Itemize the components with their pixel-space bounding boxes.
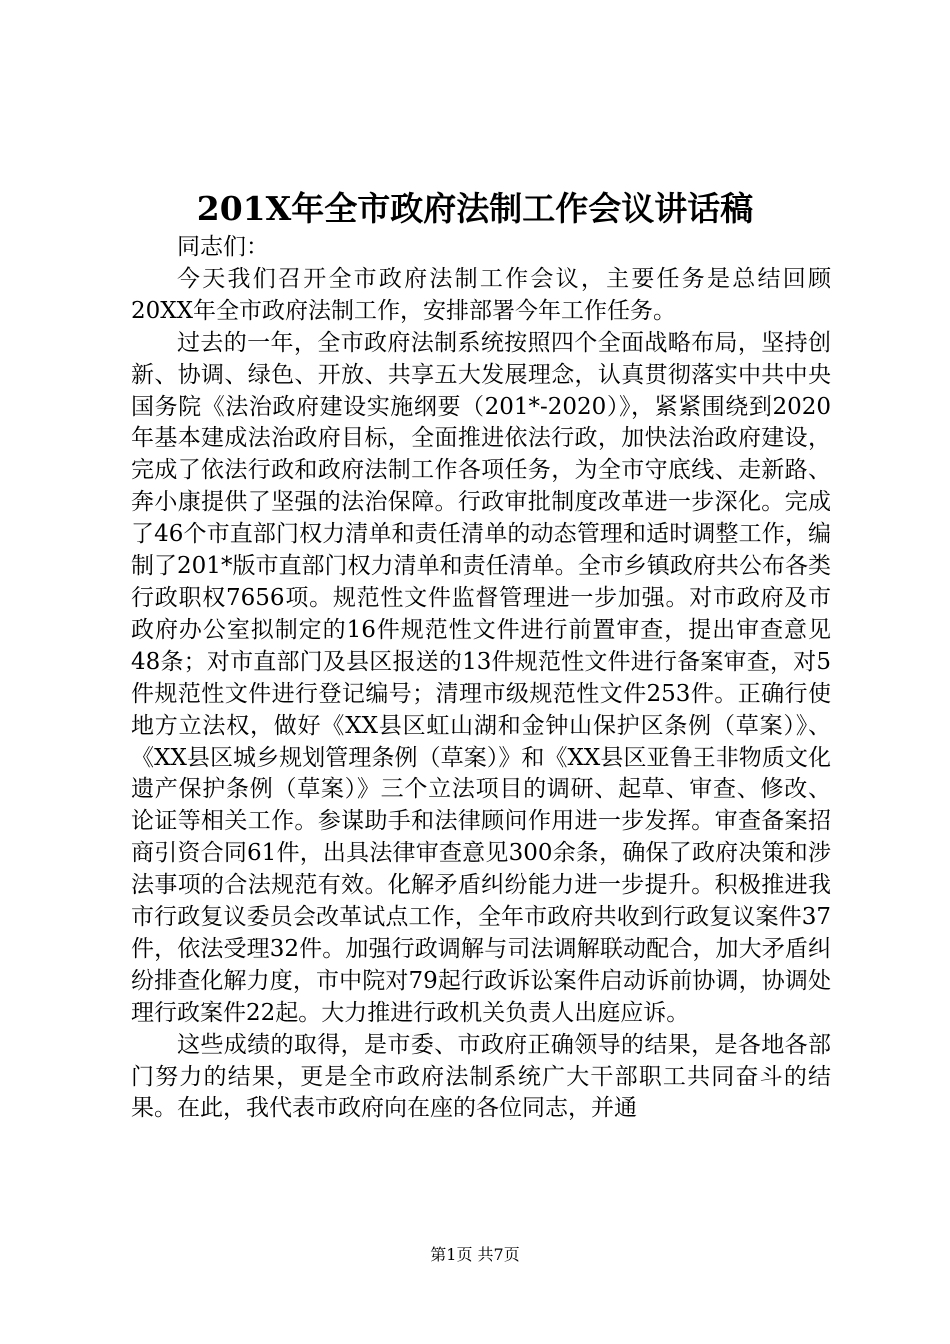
page-footer: 第1页 共7页 [430, 1245, 520, 1264]
paragraph-intro: 今天我们召开全市政府法制工作会议，主要任务是总结回顾20XX年全市政府法制工作，安排部署今年工作任务。 [131, 265, 831, 324]
paragraph-acknowledgement: 这些成绩的取得，是市委、市政府正确领导的结果，是各地各部门努力的结果，更是全市政府法制系统广大干部职工共同奋斗的结果。在此，我代表市政府向在座的各位同志，并通 [131, 1031, 831, 1122]
document-title: 201X年全市政府法制工作会议讲话稿 [196, 189, 754, 228]
document-body [131, 232, 831, 1125]
paragraph-salutation: 同志们： [177, 234, 269, 260]
paragraph-review: 过去的一年，全市政府法制系统按照四个全面战略布局，坚持创新、协调、绿色、开放、共享五大发展理念，认真贯彻落实中共中央国务院《法治政府建设实施纲要（201*-2020）》，紧紧围绕到2020年基本建成法治政府目标，全面推进依法行政，加快法治政府建设，完成了依法行政和政府法制工作各项任务，为全市守底线、走新路、奔小康提供了坚强的法治保障。行政审批制度改革进一步深化。完成了46个市直部门权力清单和责任清单的动态管理和适时调整工作，编制了201*版市直部门权力清单和责任清单。全市乡镇政府共公布各类行政职权7656项。规范性文件监督管理进一步加强。对市政府及市政府办公室拟制定的16件规范性文件进行前置审查，提出审查意见48条；对市直部门及县区报送的13件规范性文件进行备案审查，对5件规范性文件进行登记编号；清理市级规范性文件253件。正确行使地方立法权，做好《XX县区虹山湖和金钟山保护区条例（草案）》、《XX县区城乡规划管理条例（草案）》和《XX县区亚鲁王非物质文化遗产保护条例（草案）》三个立法项目的调研、起草、审查、修改、论证等相关工作。参谋助手和法律顾问作用进一步发挥。审查备案招商引资合同61件，出具法律审查意见300余条，确保了政府决策和涉法事项的合法规范有效。化解矛盾纠纷能力进一步提升。积极推进我市行政复议委员会改革试点工作，全年市政府共收到行政复议案件37件，依法受理32件。加强行政调解与司法调解联动配合，加大矛盾纠纷排查化解力度，市中院对79起行政诉讼案件启动诉前协调，协调处理行政案件22起。大力推进行政机关负责人出庭应诉。 [131, 329, 831, 1026]
